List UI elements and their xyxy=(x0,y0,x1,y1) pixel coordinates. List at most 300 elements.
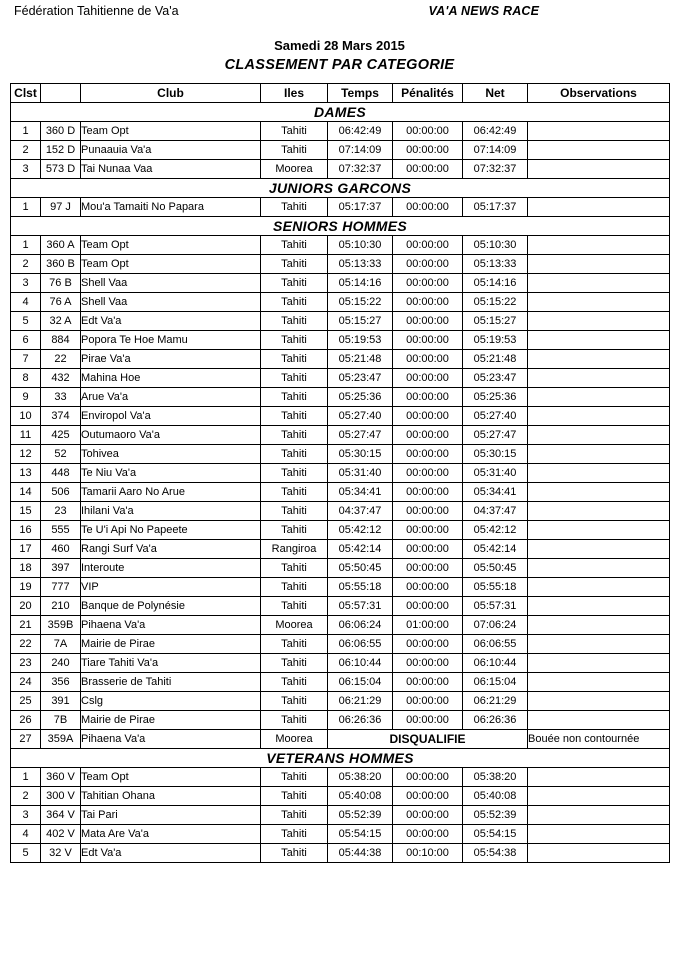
cell-rank: 25 xyxy=(11,692,41,711)
cell-rank: 27 xyxy=(11,730,41,749)
cell-penalites: 00:00:00 xyxy=(393,274,463,293)
cell-penalites: 00:00:00 xyxy=(393,141,463,160)
cell-rank: 1 xyxy=(11,122,41,141)
cell-observations xyxy=(528,331,670,350)
cell-temps: 05:42:12 xyxy=(328,521,393,540)
cell-penalites: 00:00:00 xyxy=(393,540,463,559)
cell-observations xyxy=(528,806,670,825)
cell-net: 05:42:12 xyxy=(463,521,528,540)
cell-net: 05:54:15 xyxy=(463,825,528,844)
cell-observations xyxy=(528,198,670,217)
cell-penalites: 00:00:00 xyxy=(393,673,463,692)
cell-penalites: 00:00:00 xyxy=(393,160,463,179)
category-title: SENIORS HOMMES xyxy=(11,217,670,236)
cell-observations xyxy=(528,844,670,863)
cell-penalites: 00:00:00 xyxy=(393,578,463,597)
cell-rank: 24 xyxy=(11,673,41,692)
cell-observations xyxy=(528,616,670,635)
column-header-net: Net xyxy=(463,84,528,103)
cell-temps: 05:38:20 xyxy=(328,768,393,787)
cell-club: Tai Nunaa Vaa xyxy=(81,160,261,179)
cell-number: 374 xyxy=(41,407,81,426)
cell-club: Cslg xyxy=(81,692,261,711)
table-row xyxy=(11,578,670,597)
column-header-number xyxy=(41,84,81,103)
cell-temps: 05:30:15 xyxy=(328,445,393,464)
cell-iles: Tahiti xyxy=(261,787,328,806)
cell-number: 884 xyxy=(41,331,81,350)
cell-observations xyxy=(528,768,670,787)
results-table xyxy=(10,83,670,863)
cell-temps: 04:37:47 xyxy=(328,502,393,521)
cell-iles: Tahiti xyxy=(261,388,328,407)
table-row xyxy=(11,236,670,255)
cell-number: 555 xyxy=(41,521,81,540)
category-title: JUNIORS GARCONS xyxy=(11,179,670,198)
cell-rank: 18 xyxy=(11,559,41,578)
table-row xyxy=(11,673,670,692)
table-row xyxy=(11,825,670,844)
cell-observations xyxy=(528,122,670,141)
cell-observations xyxy=(528,141,670,160)
table-row xyxy=(11,312,670,331)
cell-rank: 3 xyxy=(11,274,41,293)
cell-rank: 8 xyxy=(11,369,41,388)
cell-club: Mairie de Pirae xyxy=(81,635,261,654)
cell-penalites: 00:00:00 xyxy=(393,350,463,369)
cell-temps: 05:15:27 xyxy=(328,312,393,331)
table-body xyxy=(11,103,670,863)
cell-net: 05:55:18 xyxy=(463,578,528,597)
cell-club: Edt Va'a xyxy=(81,312,261,331)
cell-iles: Tahiti xyxy=(261,426,328,445)
cell-club: Tiare Tahiti Va'a xyxy=(81,654,261,673)
table-row xyxy=(11,692,670,711)
category-header-row xyxy=(11,103,670,122)
table-row xyxy=(11,711,670,730)
cell-number: 360 V xyxy=(41,768,81,787)
cell-club: Brasserie de Tahiti xyxy=(81,673,261,692)
cell-penalites: 00:00:00 xyxy=(393,464,463,483)
cell-net: 05:57:31 xyxy=(463,597,528,616)
cell-number: 364 V xyxy=(41,806,81,825)
table-row xyxy=(11,407,670,426)
cell-temps: 05:23:47 xyxy=(328,369,393,388)
table-row xyxy=(11,635,670,654)
table-row xyxy=(11,559,670,578)
cell-rank: 26 xyxy=(11,711,41,730)
cell-iles: Rangiroa xyxy=(261,540,328,559)
cell-observations xyxy=(528,597,670,616)
cell-net: 05:52:39 xyxy=(463,806,528,825)
cell-rank: 6 xyxy=(11,331,41,350)
cell-net: 05:23:47 xyxy=(463,369,528,388)
cell-number: 76 A xyxy=(41,293,81,312)
cell-observations xyxy=(528,464,670,483)
table-row xyxy=(11,426,670,445)
cell-penalites: 00:00:00 xyxy=(393,331,463,350)
table-row xyxy=(11,483,670,502)
cell-iles: Tahiti xyxy=(261,521,328,540)
cell-net: 05:54:38 xyxy=(463,844,528,863)
cell-number: 397 xyxy=(41,559,81,578)
cell-net: 05:34:41 xyxy=(463,483,528,502)
cell-number: 32 V xyxy=(41,844,81,863)
cell-club: Outumaoro Va'a xyxy=(81,426,261,445)
cell-temps: 05:34:41 xyxy=(328,483,393,502)
cell-number: 33 xyxy=(41,388,81,407)
table-row xyxy=(11,730,670,749)
cell-iles: Tahiti xyxy=(261,198,328,217)
cell-club: Interoute xyxy=(81,559,261,578)
cell-iles: Tahiti xyxy=(261,350,328,369)
cell-observations xyxy=(528,255,670,274)
cell-net: 05:40:08 xyxy=(463,787,528,806)
cell-iles: Tahiti xyxy=(261,597,328,616)
table-row xyxy=(11,464,670,483)
cell-observations xyxy=(528,635,670,654)
cell-club: Punaauia Va'a xyxy=(81,141,261,160)
cell-number: 425 xyxy=(41,426,81,445)
cell-iles: Moorea xyxy=(261,160,328,179)
cell-number: 97 J xyxy=(41,198,81,217)
cell-iles: Tahiti xyxy=(261,502,328,521)
cell-iles: Tahiti xyxy=(261,331,328,350)
cell-net: 05:25:36 xyxy=(463,388,528,407)
cell-iles: Tahiti xyxy=(261,673,328,692)
table-row xyxy=(11,616,670,635)
cell-club: Enviropol Va'a xyxy=(81,407,261,426)
cell-iles: Tahiti xyxy=(261,768,328,787)
cell-club: Team Opt xyxy=(81,255,261,274)
cell-rank: 14 xyxy=(11,483,41,502)
cell-penalites: 00:00:00 xyxy=(393,255,463,274)
table-row xyxy=(11,787,670,806)
table-row xyxy=(11,160,670,179)
cell-rank: 7 xyxy=(11,350,41,369)
cell-net: 05:27:47 xyxy=(463,426,528,445)
column-header-penalites: Pénalités xyxy=(393,84,463,103)
cell-club: Te U'i Api No Papeete xyxy=(81,521,261,540)
cell-penalites: 00:00:00 xyxy=(393,806,463,825)
cell-rank: 5 xyxy=(11,844,41,863)
cell-temps: 06:06:24 xyxy=(328,616,393,635)
cell-observations xyxy=(528,236,670,255)
cell-penalites: 00:00:00 xyxy=(393,768,463,787)
cell-iles: Tahiti xyxy=(261,293,328,312)
cell-penalites: 00:00:00 xyxy=(393,521,463,540)
cell-temps: 06:26:36 xyxy=(328,711,393,730)
cell-net: 05:50:45 xyxy=(463,559,528,578)
race-title: VA'A NEWS RACE xyxy=(428,4,540,18)
cell-iles: Tahiti xyxy=(261,255,328,274)
table-row xyxy=(11,198,670,217)
cell-observations xyxy=(528,692,670,711)
cell-number: 300 V xyxy=(41,787,81,806)
cell-observations xyxy=(528,559,670,578)
column-header-clst: Clst xyxy=(11,84,41,103)
cell-number: 23 xyxy=(41,502,81,521)
cell-club: Tahitian Ohana xyxy=(81,787,261,806)
cell-net: 06:10:44 xyxy=(463,654,528,673)
cell-number: 402 V xyxy=(41,825,81,844)
cell-rank: 15 xyxy=(11,502,41,521)
cell-rank: 1 xyxy=(11,236,41,255)
cell-net: 05:10:30 xyxy=(463,236,528,255)
table-row xyxy=(11,597,670,616)
cell-number: 360 D xyxy=(41,122,81,141)
column-header-club: Club xyxy=(81,84,261,103)
cell-rank: 4 xyxy=(11,293,41,312)
cell-number: 360 B xyxy=(41,255,81,274)
cell-iles: Tahiti xyxy=(261,559,328,578)
cell-observations xyxy=(528,369,670,388)
cell-club: Team Opt xyxy=(81,768,261,787)
cell-observations xyxy=(528,787,670,806)
cell-net: 07:06:24 xyxy=(463,616,528,635)
cell-club: Team Opt xyxy=(81,122,261,141)
table-row xyxy=(11,331,670,350)
cell-observations xyxy=(528,350,670,369)
table-row xyxy=(11,844,670,863)
cell-penalites: 00:00:00 xyxy=(393,293,463,312)
cell-number: 573 D xyxy=(41,160,81,179)
cell-observations xyxy=(528,388,670,407)
cell-rank: 3 xyxy=(11,160,41,179)
cell-observations xyxy=(528,673,670,692)
cell-iles: Tahiti xyxy=(261,692,328,711)
cell-club: Pihaena Va'a xyxy=(81,616,261,635)
cell-iles: Tahiti xyxy=(261,825,328,844)
cell-iles: Tahiti xyxy=(261,122,328,141)
cell-penalites: 01:00:00 xyxy=(393,616,463,635)
cell-observations xyxy=(528,160,670,179)
cell-observations xyxy=(528,502,670,521)
cell-number: 152 D xyxy=(41,141,81,160)
cell-rank: 16 xyxy=(11,521,41,540)
cell-iles: Tahiti xyxy=(261,236,328,255)
category-header-row xyxy=(11,217,670,236)
category-title: DAMES xyxy=(11,103,670,122)
column-header-temps: Temps xyxy=(328,84,393,103)
category-header-row xyxy=(11,179,670,198)
cell-net: 07:14:09 xyxy=(463,141,528,160)
cell-net: 05:15:27 xyxy=(463,312,528,331)
cell-net: 05:27:40 xyxy=(463,407,528,426)
cell-club: Edt Va'a xyxy=(81,844,261,863)
cell-temps: 05:40:08 xyxy=(328,787,393,806)
cell-net: 05:21:48 xyxy=(463,350,528,369)
cell-rank: 2 xyxy=(11,787,41,806)
page-title: CLASSEMENT PAR CATEGORIE xyxy=(224,57,455,73)
cell-rank: 20 xyxy=(11,597,41,616)
cell-temps: 05:13:33 xyxy=(328,255,393,274)
cell-rank: 13 xyxy=(11,464,41,483)
cell-number: 210 xyxy=(41,597,81,616)
cell-temps: 05:21:48 xyxy=(328,350,393,369)
cell-penalites: 00:00:00 xyxy=(393,635,463,654)
cell-temps: 05:15:22 xyxy=(328,293,393,312)
cell-club: Popora Te Hoe Mamu xyxy=(81,331,261,350)
cell-number: 76 B xyxy=(41,274,81,293)
table-row xyxy=(11,806,670,825)
table-row xyxy=(11,255,670,274)
cell-iles: Tahiti xyxy=(261,578,328,597)
cell-observations xyxy=(528,578,670,597)
cell-iles: Tahiti xyxy=(261,806,328,825)
cell-penalites: 00:00:00 xyxy=(393,597,463,616)
cell-temps: 06:10:44 xyxy=(328,654,393,673)
cell-rank: 22 xyxy=(11,635,41,654)
cell-rank: 21 xyxy=(11,616,41,635)
cell-iles: Moorea xyxy=(261,730,328,749)
cell-number: 240 xyxy=(41,654,81,673)
cell-iles: Tahiti xyxy=(261,635,328,654)
cell-iles: Tahiti xyxy=(261,464,328,483)
column-header-iles: Iles xyxy=(261,84,328,103)
cell-iles: Tahiti xyxy=(261,407,328,426)
cell-observations xyxy=(528,293,670,312)
cell-number: 432 xyxy=(41,369,81,388)
table-row xyxy=(11,388,670,407)
table-row xyxy=(11,350,670,369)
cell-iles: Tahiti xyxy=(261,445,328,464)
cell-penalites: 00:00:00 xyxy=(393,369,463,388)
document-header xyxy=(10,4,669,26)
cell-penalites: 00:00:00 xyxy=(393,445,463,464)
cell-net: 07:32:37 xyxy=(463,160,528,179)
table-row xyxy=(11,521,670,540)
table-row xyxy=(11,540,670,559)
cell-net: 05:38:20 xyxy=(463,768,528,787)
cell-penalites: 00:10:00 xyxy=(393,844,463,863)
cell-iles: Tahiti xyxy=(261,312,328,331)
cell-number: 448 xyxy=(41,464,81,483)
category-header-row xyxy=(11,749,670,768)
cell-number: 359A xyxy=(41,730,81,749)
table-row xyxy=(11,445,670,464)
cell-penalites: 00:00:00 xyxy=(393,825,463,844)
column-header-observations: Observations xyxy=(528,84,670,103)
cell-rank: 5 xyxy=(11,312,41,331)
cell-temps: 06:06:55 xyxy=(328,635,393,654)
cell-club: Arue Va'a xyxy=(81,388,261,407)
cell-number: 360 A xyxy=(41,236,81,255)
cell-number: 7A xyxy=(41,635,81,654)
cell-number: 391 xyxy=(41,692,81,711)
table-row xyxy=(11,293,670,312)
cell-rank: 9 xyxy=(11,388,41,407)
cell-net: 05:42:14 xyxy=(463,540,528,559)
cell-net: 04:37:47 xyxy=(463,502,528,521)
cell-observations xyxy=(528,483,670,502)
cell-penalites: 00:00:00 xyxy=(393,502,463,521)
cell-iles: Tahiti xyxy=(261,141,328,160)
cell-club: Rangi Surf Va'a xyxy=(81,540,261,559)
cell-penalites: 00:00:00 xyxy=(393,426,463,445)
cell-status: DISQUALIFIE xyxy=(328,730,528,749)
cell-net: 06:26:36 xyxy=(463,711,528,730)
cell-number: 359B xyxy=(41,616,81,635)
cell-rank: 11 xyxy=(11,426,41,445)
cell-iles: Tahiti xyxy=(261,654,328,673)
cell-penalites: 00:00:00 xyxy=(393,388,463,407)
cell-net: 06:15:04 xyxy=(463,673,528,692)
cell-penalites: 00:00:00 xyxy=(393,312,463,331)
cell-rank: 23 xyxy=(11,654,41,673)
cell-number: 356 xyxy=(41,673,81,692)
cell-number: 506 xyxy=(41,483,81,502)
cell-temps: 06:15:04 xyxy=(328,673,393,692)
cell-temps: 05:31:40 xyxy=(328,464,393,483)
race-date: Samedi 28 Mars 2015 xyxy=(274,38,405,53)
cell-rank: 1 xyxy=(11,198,41,217)
cell-club: Tohivea xyxy=(81,445,261,464)
cell-club: VIP xyxy=(81,578,261,597)
cell-temps: 05:44:38 xyxy=(328,844,393,863)
cell-club: Mou'a Tamaiti No Papara xyxy=(81,198,261,217)
table-row xyxy=(11,768,670,787)
cell-rank: 4 xyxy=(11,825,41,844)
cell-rank: 3 xyxy=(11,806,41,825)
cell-club: Mairie de Pirae xyxy=(81,711,261,730)
cell-rank: 10 xyxy=(11,407,41,426)
cell-club: Mata Are Va'a xyxy=(81,825,261,844)
cell-net: 05:14:16 xyxy=(463,274,528,293)
cell-temps: 05:57:31 xyxy=(328,597,393,616)
cell-penalites: 00:00:00 xyxy=(393,692,463,711)
cell-observations xyxy=(528,825,670,844)
cell-number: 777 xyxy=(41,578,81,597)
cell-net: 06:42:49 xyxy=(463,122,528,141)
cell-rank: 2 xyxy=(11,141,41,160)
cell-observations xyxy=(528,312,670,331)
cell-number: 52 xyxy=(41,445,81,464)
cell-temps: 05:27:47 xyxy=(328,426,393,445)
category-title: VETERANS HOMMES xyxy=(11,749,670,768)
cell-club: Team Opt xyxy=(81,236,261,255)
table-row xyxy=(11,122,670,141)
cell-observations xyxy=(528,521,670,540)
cell-observations xyxy=(528,654,670,673)
cell-temps: 07:14:09 xyxy=(328,141,393,160)
cell-club: Pirae Va'a xyxy=(81,350,261,369)
cell-temps: 05:17:37 xyxy=(328,198,393,217)
cell-temps: 05:10:30 xyxy=(328,236,393,255)
cell-temps: 06:42:49 xyxy=(328,122,393,141)
cell-iles: Tahiti xyxy=(261,369,328,388)
cell-net: 05:13:33 xyxy=(463,255,528,274)
cell-iles: Tahiti xyxy=(261,711,328,730)
cell-temps: 05:19:53 xyxy=(328,331,393,350)
table-row xyxy=(11,502,670,521)
cell-number: 32 A xyxy=(41,312,81,331)
cell-club: Tai Pari xyxy=(81,806,261,825)
cell-iles: Moorea xyxy=(261,616,328,635)
cell-temps: 05:14:16 xyxy=(328,274,393,293)
cell-temps: 05:54:15 xyxy=(328,825,393,844)
cell-rank: 1 xyxy=(11,768,41,787)
cell-temps: 05:55:18 xyxy=(328,578,393,597)
cell-temps: 05:25:36 xyxy=(328,388,393,407)
cell-club: Te Niu Va'a xyxy=(81,464,261,483)
cell-penalites: 00:00:00 xyxy=(393,711,463,730)
cell-observations xyxy=(528,426,670,445)
cell-temps: 07:32:37 xyxy=(328,160,393,179)
cell-net: 05:31:40 xyxy=(463,464,528,483)
cell-observations xyxy=(528,540,670,559)
cell-club: Tamarii Aaro No Arue xyxy=(81,483,261,502)
